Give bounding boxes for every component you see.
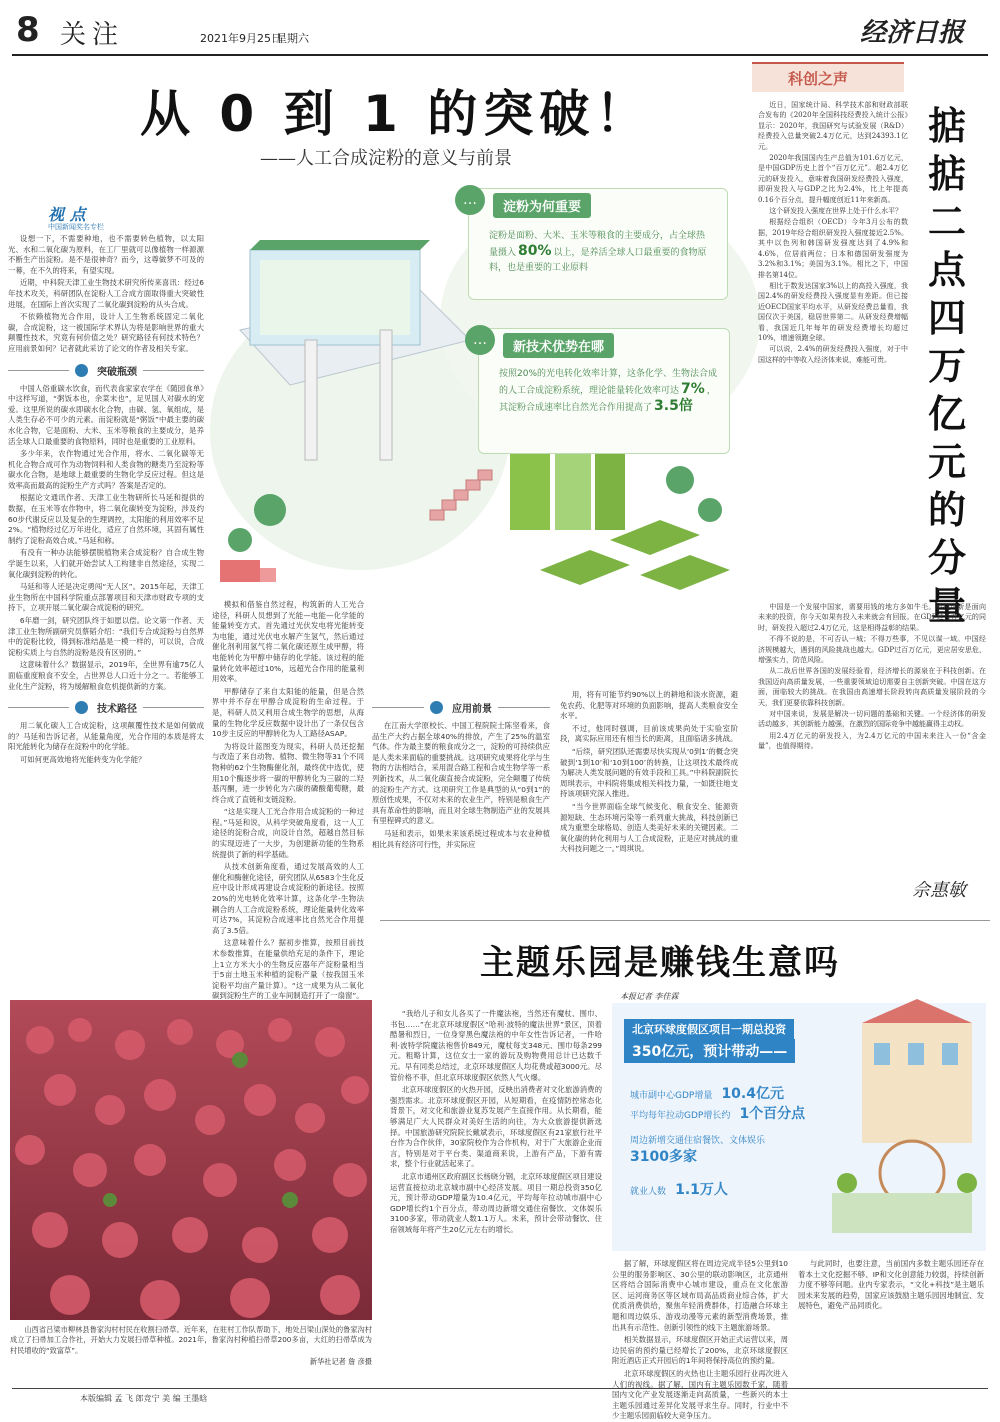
section-icon (75, 701, 88, 714)
themepark-headline: 主题乐园是赚钱生意吗 (480, 943, 840, 983)
infobox-advantage (473, 328, 730, 454)
issue-date: 2021年9月25日 (200, 32, 282, 45)
col1-tech-body (8, 721, 204, 765)
col4-body (560, 690, 738, 950)
infobox-num: 80% (518, 243, 552, 259)
section-name: 关注 (60, 20, 125, 50)
paragraph: 相关数据显示，环球度假区开始正式运营以来，周边民宿的预约量已经增长了200%，北京环球度假区附近酒店正式开园后的1年间将保持高位的预约量。 (612, 1335, 788, 1366)
infobox-title: 淀粉为何重要 (493, 193, 591, 218)
paragraph: 2020年我国国内生产总值为101.6万亿元，是中国GDP历史上首个“百万亿元”。超2.4万亿元的研发投入，意味着我国研发经费投入强度，即研发投入与GDP之比为2.4%，比上年提高0.16个百分点，提升幅度创近11年来新高。 (758, 154, 908, 204)
paragraph: 不得不说的是，不可否认一城；不得万些事，不见以谋一域。中国经济规模越大，遇到的风险挑战也越大。GDP过百万亿元，更应居安思危，增强实力，防范风险。 (758, 635, 986, 665)
broom-grass-field-photo (10, 1000, 372, 1320)
paragraph: 相比于数发达国家3%以上的高投入强度，我国2.4%的研发经费投入强度显有差距。但已接近OECD国家平均水平，从研发经费总量看，我国仅次于美国，稳居世界第二。从研发经费增幅看，我国近几年每年的研发经费增长均超过10%，增速领跑全球。 (758, 281, 908, 342)
themepark-byline: 本报记者 李佳霖 (620, 992, 679, 1001)
paragraph: 模拟和借鉴自然过程，构筑新的人工光合途径，科研人员想到了光能—电能—化学能的能量转变方式。首先通过光伏发电将光能转变为电能，通过光伏电水解产生氢气，然后通过催化剂利用氢气将二氧化碳还原生成甲醇，将电能转化为甲醇中储存的化学能。该过程的能量转化效率超过10%，远超光合作用的能量利用效率。 (212, 600, 364, 684)
paragraph: “当今世界面临全球气候变化、粮食安全、能源资源短缺、生态环境污染等一系列重大挑战，科技创新已成为重塑全球格局、创造人类美好未来的关键因素。二氧化碳的转化利用与人工合成淀粉，正是应对挑战的重大科技问题之一。”周琪说。 (560, 801, 738, 854)
paragraph: 与此同时，也要注意，当前国内多数主题乐园还存在着本土文化挖掘不够、IP和文化创意能力较弱，持续创新力度不够等问题。业内专家表示，“文化+科技”是主题乐园未来发展的趋势，国家应该鼓励主题乐园因地制宜、发展特色，避免产品同质化。 (798, 1259, 984, 1311)
paragraph: 用，将有可能节约90%以上的耕地和淡水资源，避免农药、化肥等对环境的负面影响，提高人类粮食安全水平。 (560, 690, 738, 721)
author-signature: 佘惠敏 (912, 880, 966, 901)
paragraph: 北京环球度假区的火热也让主题乐园行业再次进入人们的视线。据了解，国内有主题乐园数千家，随着国内文化产业发展逐渐走向高质量，一些新兴的本土主题乐园通过差异化发展寻求生存。同时，行业中不少主题乐园面临较大竞争压力。 (612, 1368, 788, 1421)
bj-info-label: 周边新增交通住宿餐饮、文体娱乐 (630, 1136, 766, 1146)
photo-caption-text: 山西省吕梁市柳林县鲁家沟村村民在收割扫帚草。近年来，在驻村工作队帮助下，地处吕梁山深处的鲁家沟村成立了扫帚加工合作社，开始大力发展扫帚草种植。2021年，鲁家沟村种植扫帚草200多亩，大红的扫帚草成为村民增收的“致富草”。 (10, 1325, 372, 1355)
paragraph: 设想一下，不需要种地，也不需要转色植物，以太阳光、水和二氧化碳为原料，在工厂里就可以像植物一样源源不断生产出淀粉。是不是很神奇？而今，这尊做梦不可及的一幕，在不久的将来，有望实现。 (8, 234, 204, 275)
paragraph: 马延和表示，如果未来该系统过程成本与农业种植相比具有经济可行性，并实际应 (372, 828, 550, 849)
paragraph: 不依赖植物光合作用，设计人工生物系统固定二氧化碳，合成淀粉，这一被国际学术界认为将是影响世界的重大颠覆性技术，究竟有何价值之处？研究路径有何技术特色？应用前景如何？记者就此采访了论文的作者及相关专家。 (8, 312, 204, 353)
paragraph: “这是实现人工光合作用合成淀粉的一种过程。”马延和说，从科学突破角度看，这一人工途径的淀粉合成，向设计自然，超越自然目标的实现迈进了一大步，为创建新功能的生物系统提供了新的科学基础。 (212, 807, 364, 859)
bj-info-label: 平均每年拉动GDP增长约 (630, 1111, 731, 1121)
paragraph: 近日，国家统计局、科学技术部和财政部联合发布的《2020年全国科技经费投入统计公报》显示：2020年，我国研究与试验发展（R&D）经费投入总量突破2.4万亿元，达到24393.1亿元。 (758, 101, 908, 151)
paragraph: 近期，中科院天津工业生物技术研究所传来喜讯：经过6年技术攻关，科研团队在淀粉人工合成方面取得重大突破性进展，在国际上首次实现了二氧化碳到淀粉的从头合成。 (8, 278, 204, 309)
issue-weekday: 星期六 (276, 32, 309, 45)
paragraph: 中国人俗重碳水饮食，而代表食家家农学在《随园食单》中这样写道，“粥饭本也，余菜末也”，足见国人对碳水的宠爱。这里所说的碳水即碳水化合物，由碳、氢、氧组成，是人类生存必不可少的元素。而淀粉就是“粥饭”中最主要的碳水化合物，它是面粉、大米、玉米等粮食的主要成分，是养活全球人口最重要的食物原料，同时也是重要的工业原料。 (8, 383, 204, 446)
feature-title-area (10, 68, 738, 198)
paragraph: 这个研发投入强度在世界上处于什么水平？ (769, 207, 903, 216)
kechuang-headline: 掂掂二点四万亿元的分量 (927, 104, 966, 628)
photo-credit: 新华社记者 詹 彦摄 (309, 1357, 372, 1367)
page-footer: 本版编辑 孟 飞 郎竞宁 美 编 王墨晗 (80, 1394, 208, 1403)
infobox-text-a: 按照20%的光电转化效率计算，这条化学、生物法合成的人工合成淀粉系统，理论能量转化效率可达 (499, 369, 718, 396)
themepark-col-a (390, 1009, 602, 1379)
feature-title: 从 0 到 1 的突破！ (140, 85, 652, 143)
bj-info-value: 3100多家 (630, 1149, 697, 1165)
viewpoint-subtitle: 中国新闻奖名专栏 (48, 223, 104, 231)
bj-info-value: 10.4亿元 (721, 1086, 784, 1102)
kechuang-column (752, 62, 990, 914)
viewpoint-body (8, 234, 204, 355)
themepark-col-c (798, 1259, 984, 1379)
page-header (0, 0, 1000, 56)
news-photo (10, 1000, 372, 1320)
themepark-box (380, 920, 990, 1421)
starch-infographic (210, 180, 736, 600)
col3-body (372, 721, 550, 850)
bj-info-item (630, 1083, 784, 1103)
paragraph: 北京市通州区政府副区长杨晓分钢，北京环球度假区项目建设运营直接拉动北京城市副中心经济发展。项目一期总投资350亿元，预计带动GDP增量为10.4亿元，平均每年拉动城市副中心GDP增长约1个百分点，带动周边新增交通住宿餐饮、文体娱乐3100多家，带动就业人数1.1万人。未来，预计会带动餐饮、住宿领域每年将产生20亿元左右的增长。 (390, 1171, 602, 1234)
paragraph: “我给儿子和女儿各买了一件魔法袍，当然还有魔杖、围巾、书包……”在北京环球度假区“哈利·波特的魔法世界”景区，顶着酷暑和烈日，一位身穿黑色魔法袍的中年女性告诉记者，一件哈利·波特学院魔法袍售价849元，魔杖每支348元、围巾每条299元。粗略计算，这位女士一家的游玩及购物费用总计已达数千元。早有同类总结过，北京环球度假区人均花费或超3000元。尽管价格不菲，但北京环球度假区依然人气火爆。 (390, 1009, 602, 1082)
paragraph: 中国是一个发展中国家，需要用钱的地方多如牛毛。科技创新是面向未来的投资，你今天如果有投入未来就会有回报。在GDP过百万亿元的同时，研发投入超过2.4万亿元，这是相得益彰的结果。 (758, 603, 986, 632)
infobox-text-a: 淀粉是面粉、大米、玉米等粮食的主要成分，占全球 (489, 231, 697, 241)
paragraph: 在江南大学原校长、中国工程院院士陈坚看来，食品生产大约占据全球40%的排放，产生了25%的温室气体。作为最主要的粮食成分之一，淀粉的可持续供应是人类未来面临的重要挑战。这项研究成果将化学与生物的方法相结合，采用混合路工程和合成生物学等一系列新技术，从二氧化碳直接合成淀粉，完全颠覆了传统的淀粉生产方式。这项研究工作是典型的从“0到1”的原创性成果，不仅对未来的农业生产，特别是粮食生产具有革命性的影响，而且对全球生物制造产业的发展具有里程碑式的意义。 (372, 721, 550, 826)
paragraph: 根据论文通讯作者、天津工业生物研所长马延和提供的数据，在玉米等农作物中，将二氧化碳转变为淀粉，涉及约60步代谢反应以及复杂的生理调控，太阳能的利用效率不足2%。“植物经过亿万年进化，适应了自然环境，其固有属性制约了淀粉高效合成。”马延和称。 (8, 493, 204, 545)
bj-info-item (630, 1179, 728, 1199)
universal-resort-infographic (612, 1003, 986, 1251)
themepark-col-b (612, 1259, 788, 1421)
paragraph: 6年磨一剑，研究团队终于如愿以偿。论文第一作者、天津工业生物所副研究员蔡韬介绍：“我们专合成淀粉与自然界中的淀粉比较，得到标准结晶是一模一样的，可以说，合成淀粉实质上与自然的淀粉是没有区别的。” (8, 616, 204, 657)
infobox-text-b: 热量摄入 (489, 231, 706, 258)
infobox-title: 新技术优势在哪 (503, 333, 614, 358)
kechuang-title: 科创之声 (788, 70, 849, 88)
bj-info-label: 就业人数 (630, 1187, 667, 1197)
paragraph: 对中国来说，发展是解决一切问题的基础和关键。一个经济体的研发活动越多，其创新能力越强，在激烈的国际竞争中越能赢得主动权。 (758, 710, 986, 729)
paragraph: 可如何更高效地将光能转变为化学能？ (19, 754, 146, 764)
section-heading-breakthrough: 突破瓶颈 (8, 363, 204, 378)
col1-body (8, 384, 204, 693)
photo-caption (10, 1325, 372, 1375)
feature-subtitle: ——人工合成淀粉的意义与前景 (260, 148, 512, 169)
paragraph: 用二氧化碳人工合成淀粉，这项颠覆性技术是如何做成的？马延和告诉记者，从能量角度，光合作用的本质是将太阳光能转化为储存在淀粉中的化学能。 (8, 721, 204, 752)
kechuang-header (752, 62, 904, 92)
page-number: 8 (16, 10, 40, 50)
section-icon (75, 364, 88, 377)
bj-info-value: 1个百分点 (739, 1106, 806, 1122)
kechuang-body-lower (758, 602, 986, 907)
infobox-text (499, 367, 721, 416)
kechuang-body (758, 100, 908, 600)
viewpoint-column (8, 200, 204, 990)
paragraph: 这意味着什么？数据显示，2019年，全世界有逾75亿人面临重度粮食不安全，占世界总人口近十分之一。若能够工业化生产淀粉，将为缓解粮食危机提供新的方案。 (8, 660, 204, 691)
section-heading-tech-route: 技术路径 (8, 700, 204, 715)
infobox-why-starch (463, 188, 728, 300)
header-rule (12, 54, 988, 56)
bj-info-value: 1.1万人 (675, 1182, 728, 1198)
col3 (372, 700, 550, 950)
bj-info-label: 城市副中心GDP增量 (630, 1091, 713, 1101)
paragraph: 有没有一种办法能够摆脱植物来合成淀粉？自合成生物学诞生以来，人们就开始尝试人工构建非自然途径，实现二氧化碳到淀粉的转化。 (8, 548, 204, 579)
chat-icon: … (455, 185, 485, 215)
bj-info-item (630, 1103, 805, 1123)
infobox-num: 3.5倍 (654, 398, 693, 414)
paragraph: “后续，研究团队还需要尽快实现从‘0到1’的概念突破到‘1到10’和‘10到100’的转换，让这项技术最终成为解决人类发展问题的有效手段和工具。”中科院副院长周琪表示，中科院将集成相关科技力量，一如既往地支持该项研究深入推进。 (560, 746, 738, 799)
viewpoint-header (8, 200, 204, 234)
paragraph: 从技术创新角度看，通过发展高效的人工催化和酶催化途径，研究团队从6583个生化反应中设计形成再建设合成淀粉的新途径。按照20%的光电转化效率计算，这条化学-生物法耦合的人工合成淀粉系统，理论能量转化效率可达7%，其淀粉合成速率比自然光合作用提高了3.5倍。 (212, 862, 364, 935)
section-heading-application: 应用前景 (372, 700, 550, 715)
bj-info-item (630, 1133, 765, 1166)
paragraph: 可以说，2.4%的研发经费投入强度，对于中国这样的中等收入经济体来说，难能可贵。 (758, 345, 908, 364)
paragraph: 为将设计蓝图变为现实，科研人员还挖掘与改造了来自动物、植物、微生物等31个不同物种的62个生物酶催化剂，最终优中选优，使用10个酶逐步将一碳的甲醇转化为三碳的二羟基丙酮，进一步转化为六碳的磷酸葡萄糖，最终合成了直链和支链淀粉。 (212, 741, 364, 804)
paragraph: 马延和等人还是决定勇闯“无人区”。2015年起，天津工业生物所在中国科学院重点部署项目和天津市财政专项的支持下，立项开展二氧化碳合成淀粉的研究。 (8, 582, 204, 613)
paragraph: 不过，他同时强调，目前该成果尚处于实验室阶段，离实际应用还有相当长的距离，且面临诸多挑战。 (560, 723, 738, 744)
infobox-text-b: ，其淀粉合成速率比自然光合作用提高了 (499, 386, 716, 413)
paragraph: 据了解，环球度假区将在周边完成半径5公里到10公里的服务影响区、30公里的联动影响区，北京通州区将结合国际消费中心城市建设，重点在文化旅游区、运河商务区等区域布局高品质商业综合体，扩大优质消费供给，聚焦年轻消费群体，打造融合环球主题和周边娱乐、游戏动漫等元素的新型消费场景，推出具有示范性、创新引领性的线下主题旅游场景。 (612, 1259, 788, 1332)
paragraph: 用2.4万亿元的研发投入，为2.4万亿元的中国未来注入一份“含金量”，也值得期待。 (758, 731, 986, 751)
paragraph: 这意味着什么？据初步推算，按照目前技术参数推算，在能量供给充足的条件下，理论上1立方米大小的生物反应器年产淀粉量相当于5亩土地玉米种植的淀粉产量（按我国玉米淀粉平均亩产量计算）。“这一成果为从二氧化碳到淀粉生产的工业车间制造打开了一扇窗”。 (212, 938, 364, 1001)
footer-rule (12, 1388, 988, 1389)
infobox-text (489, 229, 711, 276)
section-icon (430, 701, 443, 714)
newspaper-logo: 经济日报 (860, 18, 965, 48)
infobox-text-c: 以上，是养活全球人口最重要的食物原料，也是重要的工业原料 (489, 248, 707, 273)
paragraph: 北京环球度假区的火热开园，反映出消费者对文化旅游消费的强烈需求。北京环球度假区开园，从短期看，在疫情防控常态化背景下，对文化和旅游业复苏发展产生直接作用。从长期看，能够满足广大人民群众对美好生活的向往，为大众旅游提供新选择。中国旅游研究院院长戴斌表示，环球度假区有21家旅行社平台作为合作伙伴，30家院校作为合作机构，对于广大旅游企业而言，特别是对于平台类、渠道商来说，上游有产品，下游有需求，整个行业就活起来了。 (390, 1085, 602, 1169)
paragraph: 从二战后世界各国的发展经验看，经济增长的源泉在于科技创新。在我国迈向高质量发展，一些重要领域迫切需要自主创新突破。中国在这方面，面临较大的挑战。在我国由高速增长阶段转向高质量发展阶段的今天，我们更要依靠科技创新。 (758, 667, 986, 707)
bj-info-title: 北京环球度假区项目一期总投资 (624, 1019, 794, 1039)
chat-icon: … (465, 325, 495, 355)
paragraph: 根据经合组织（OECD）今年3月公布的数据，2019年经合组织研发投入强度接近2.5%。其中以色列和韩国研发强度达到了4.9%和4.6%，位居前两位；日本和德国研发强度为3.2%和3.1%；美国为3.1%。相比之下，中国排名第14位。 (758, 218, 908, 279)
infobox-num: 7% (681, 381, 705, 397)
col2-body (212, 600, 364, 1001)
bj-info-amount: 350亿元，预计带动—— (624, 1039, 795, 1063)
viewpoint-title: 视 点 (48, 205, 86, 224)
paragraph: 多少年来，农作物通过光合作用，将水、二氧化碳等无机化合物合成可作为动物饲料和人类食物的糖类乃至淀粉等碳水化合物，是地球上最重要的生物化学反应过程。但这是效率高而最高的淀粉生产方式吗？答案是否定的。 (8, 449, 204, 490)
paragraph: 甲醇储存了来自太阳能的能量，但是合然界中并不存在甲醇合成淀粉的生命过程。于是，科研人员又利用合成生物学的思想，从海量的生物化学反应数据中设计出了一条仅包含10步主反应的甲醇转化为人工路径ASAP。 (212, 686, 364, 739)
